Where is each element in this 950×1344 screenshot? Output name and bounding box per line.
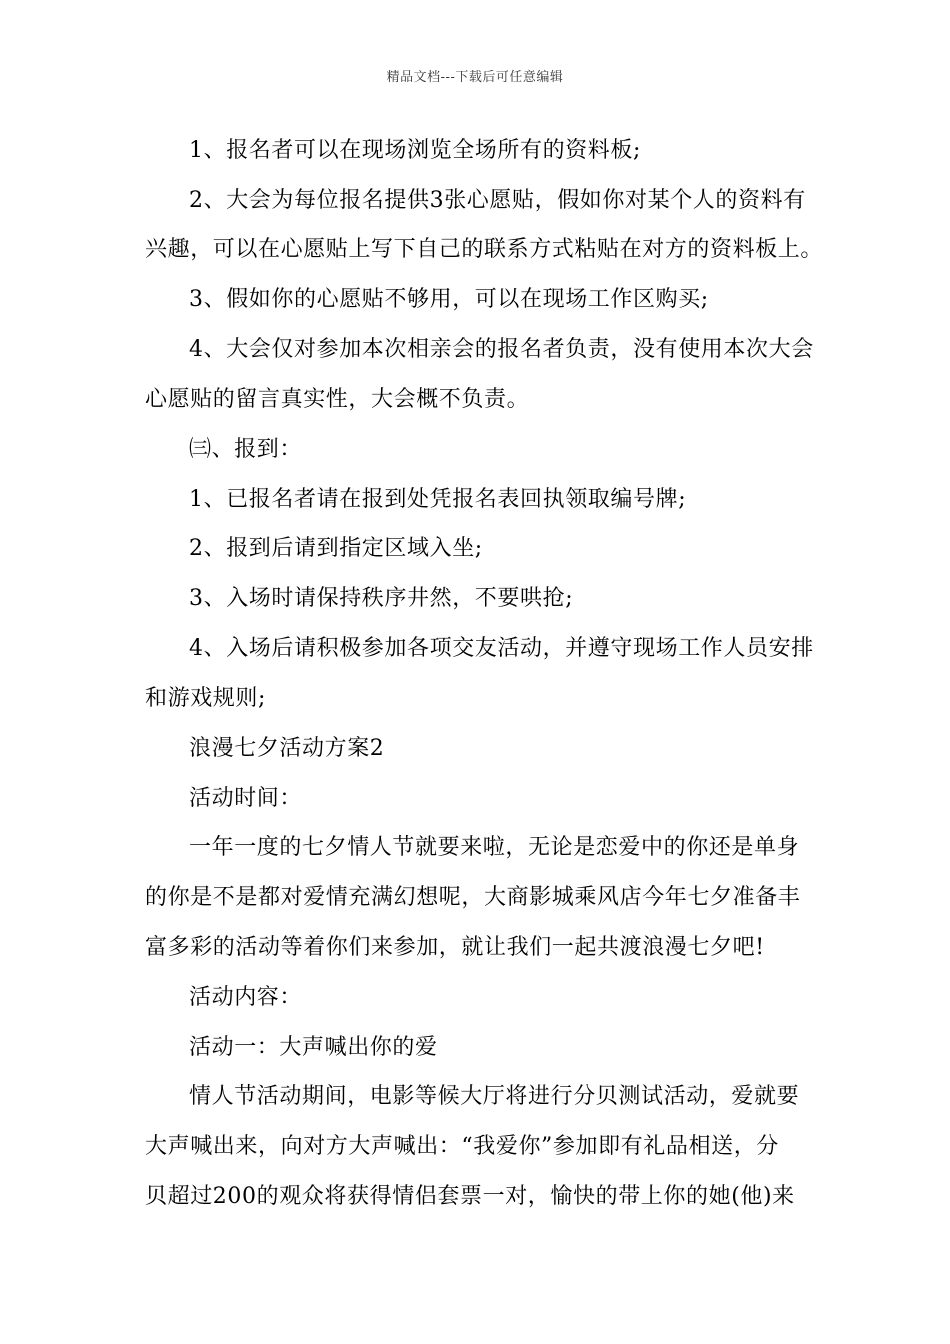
paragraph-line: 1、报名者可以在现场浏览全场所有的资料板; <box>189 138 642 163</box>
paragraph-line: 情人节活动期间，电影等候大厅将进行分贝测试活动，爱就要 <box>189 1084 800 1109</box>
paragraph-line: 富多彩的活动等着你们来参加，就让我们一起共渡浪漫七夕吧! <box>145 935 765 960</box>
paragraph-line: 4、入场后请积极参加各项交友活动，并遵守现场工作人员安排 <box>189 636 814 661</box>
section-title: 浪漫七夕活动方案2 <box>189 736 385 761</box>
paragraph-line: 3、假如你的心愿贴不够用，可以在现场工作区购买; <box>189 287 709 312</box>
paragraph-line: 的你是不是都对爱情充满幻想呢，大商影城乘风店今年七夕准备丰 <box>145 885 801 910</box>
paragraph-line: 贝超过200的观众将获得情侣套票一对，愉快的带上你的她(他)来 <box>145 1184 795 1209</box>
paragraph-line: 4、大会仅对参加本次相亲会的报名者负责，没有使用本次大会 <box>189 337 814 362</box>
paragraph-line: 2、大会为每位报名提供3张心愿贴，假如你对某个人的资料有 <box>189 188 806 213</box>
section-heading: 活动内容： <box>189 985 303 1010</box>
paragraph-line: 心愿贴的留言真实性，大会概不负责。 <box>145 387 530 412</box>
paragraph-line: 2、报到后请到指定区域入坐; <box>189 536 483 561</box>
paragraph-line: 一年一度的七夕情人节就要来啦，无论是恋爱中的你还是单身 <box>189 835 800 860</box>
page-header: 精品文档---下载后可任意编辑 <box>386 70 564 85</box>
section-heading: ㈢、报到： <box>189 437 303 462</box>
paragraph-line: 大声喊出来，向对方大声喊出：“我爱你”参加即有礼品相送，分 <box>145 1134 779 1159</box>
section-heading: 活动一：大声喊出你的爱 <box>189 1035 438 1060</box>
section-heading: 活动时间： <box>189 786 303 811</box>
paragraph-line: 兴趣，可以在心愿贴上写下自己的联系方式粘贴在对方的资料板上。 <box>145 237 824 262</box>
paragraph-line: 和游戏规则; <box>145 686 267 711</box>
paragraph-line: 1、已报名者请在报到处凭报名表回执领取编号牌; <box>189 487 687 512</box>
paragraph-line: 3、入场时请保持秩序井然，不要哄抢; <box>189 586 574 611</box>
